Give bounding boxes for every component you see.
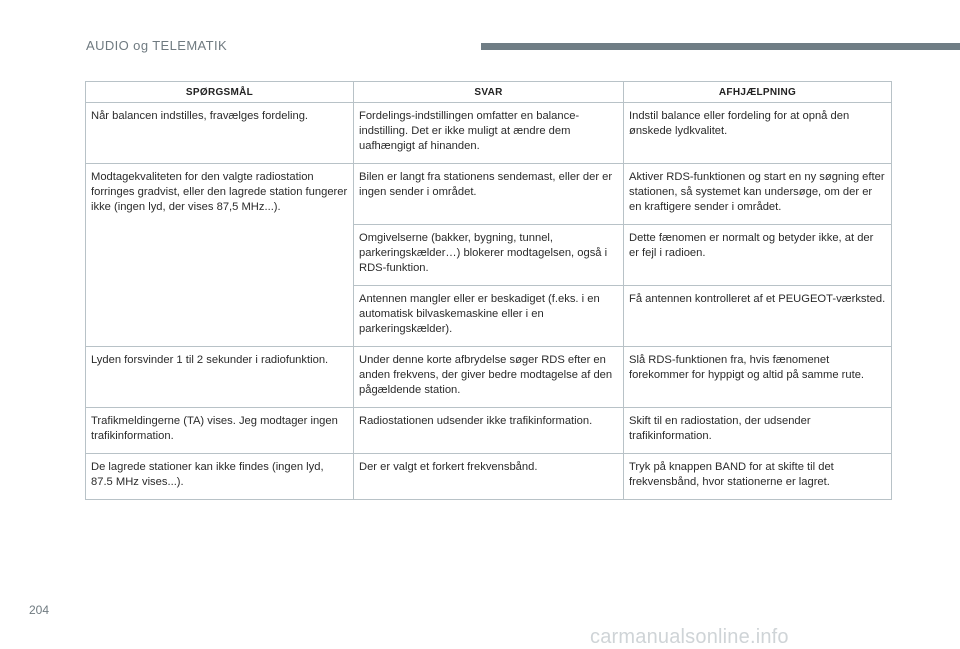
table-row [86, 408, 892, 454]
column-header-answer: SVAR [354, 82, 624, 103]
table-header-row [86, 82, 892, 103]
answer-cell: Omgivelserne (bakker, bygning, tunnel, parkeringskælder…) blokerer modtagelsen, også i RDS-funktion. [354, 225, 624, 286]
answer-cell: Antennen mangler eller er beskadiget (f.eks. i en automatisk bilvaskemaskine eller i en parkeringskælder). [354, 286, 624, 347]
troubleshooting-table [85, 81, 892, 500]
answer-cell: Fordelings-indstillingen omfatter en balance-indstilling. Det er ikke muligt at ændre dem uafhængigt af hinanden. [354, 103, 624, 164]
question-cell: Lyden forsvinder 1 til 2 sekunder i radiofunktion. [86, 347, 354, 408]
header-bar [481, 43, 960, 50]
question-cell: Modtagekvaliteten for den valgte radiostation forringes gradvist, eller den lagrede station fungerer ikke (ingen lyd, der vises 87,5 MHz...). [86, 164, 354, 347]
answer-cell: Radiostationen udsender ikke trafikinformation. [354, 408, 624, 454]
remedy-cell: Slå RDS-funktionen fra, hvis fænomenet forekommer for hyppigt og altid på samme rute. [624, 347, 892, 408]
answer-cell: Bilen er langt fra stationens sendemast, eller der er ingen sender i området. [354, 164, 624, 225]
remedy-cell: Skift til en radiostation, der udsender trafikinformation. [624, 408, 892, 454]
remedy-cell: Få antennen kontrolleret af et PEUGEOT-værksted. [624, 286, 892, 347]
question-cell: Når balancen indstilles, fravælges fordeling. [86, 103, 354, 164]
table-row [86, 164, 892, 225]
remedy-cell: Tryk på knappen BAND for at skifte til det frekvensbånd, hvor stationerne er lagret. [624, 454, 892, 500]
table-row [86, 103, 892, 164]
answer-cell: Der er valgt et forkert frekvensbånd. [354, 454, 624, 500]
table-row [86, 454, 892, 500]
answer-cell: Under denne korte afbrydelse søger RDS efter en anden frekvens, der giver bedre modtagelse af den pågældende station. [354, 347, 624, 408]
table-row [86, 347, 892, 408]
watermark: carmanualsonline.info [590, 626, 789, 648]
page-number: 204 [29, 603, 50, 617]
column-header-remedy: AFHJÆLPNING [624, 82, 892, 103]
section-title: AUDIO og TELEMATIK [86, 38, 228, 53]
column-header-question: SPØRGSMÅL [86, 82, 354, 103]
question-cell: Trafikmeldingerne (TA) vises. Jeg modtager ingen trafikinformation. [86, 408, 354, 454]
question-cell: De lagrede stationer kan ikke findes (ingen lyd, 87.5 MHz vises...). [86, 454, 354, 500]
remedy-cell: Dette fænomen er normalt og betyder ikke, at der er fejl i radioen. [624, 225, 892, 286]
remedy-cell: Aktiver RDS-funktionen og start en ny søgning efter stationen, så systemet kan undersøge, om der er en kraftigere sender i området. [624, 164, 892, 225]
remedy-cell: Indstil balance eller fordeling for at opnå den ønskede lydkvalitet. [624, 103, 892, 164]
